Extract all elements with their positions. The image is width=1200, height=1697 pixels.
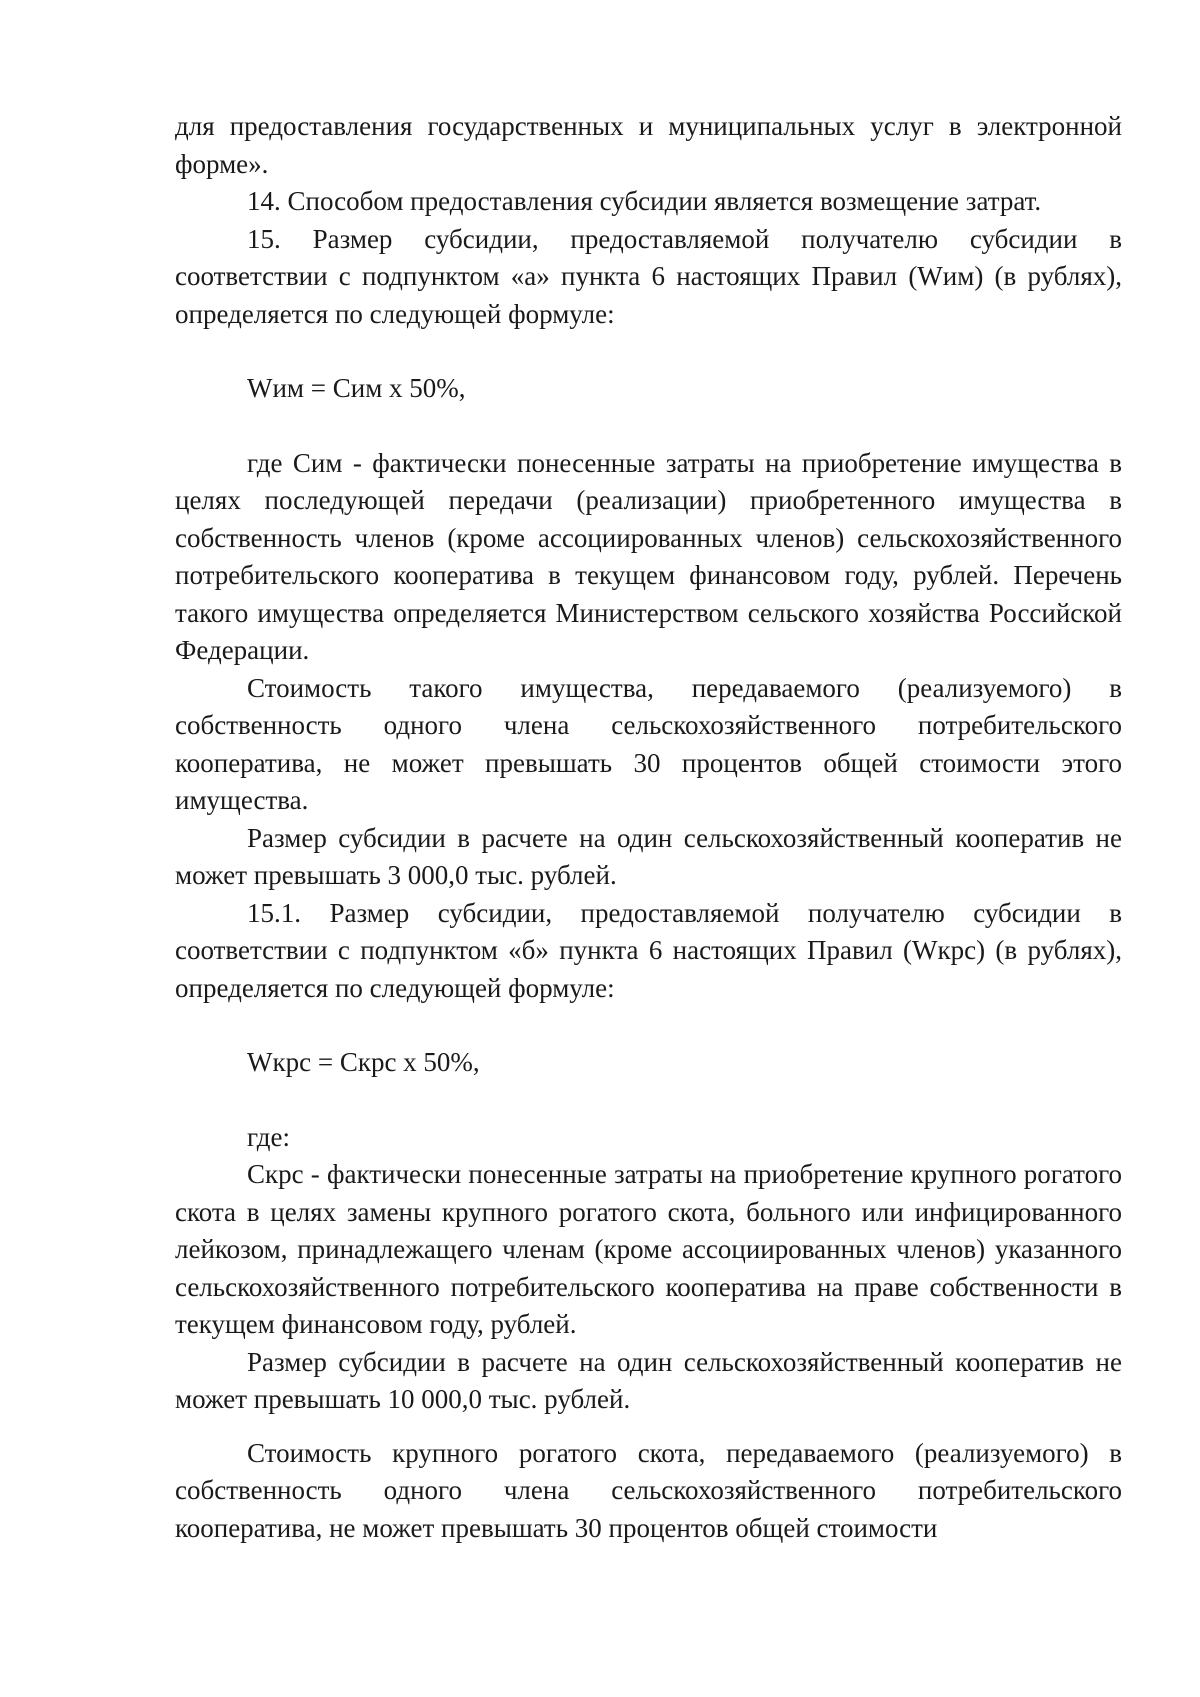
paragraph-continuation: для предоставления государственных и муниципальных услуг в электронной форме». bbox=[175, 111, 1122, 179]
paragraph-item-15: 15. Размер субсидии, предоставляемой получателю субсидии в соответствии с подпунктом «а» пункта 6 настоящих Правил (Wим) (в рублях), определяется по следующей формуле: bbox=[175, 223, 1122, 329]
paragraph-cattle-cost-limit: Стоимость крупного рогатого скота, передаваемого (реализуемого) в собственность одного члена сельскохозяйственного потребительского кооператива, не может превышать 30 процентов общей стоимости bbox=[175, 1437, 1122, 1543]
paragraph-where: где: bbox=[247, 1121, 290, 1152]
paragraph-subsidy-limit-10000: Размер субсидии в расчете на один сельскохозяйственный кооператив не может превышать 10 000,0 тыс. рублей. bbox=[175, 1346, 1122, 1414]
document-page bbox=[175, 108, 1122, 1547]
formula-wim: Wим = Сим х 50%, bbox=[247, 373, 466, 403]
paragraph-item-14: 14. Способом предоставления субсидии является возмещение затрат. bbox=[247, 186, 1042, 216]
paragraph-sim-definition: где Сим - фактически понесенные затраты на приобретение имущества в целях последующей передачи (реализации) приобретенного имущества в собственность членов (кроме ассоциированных членов) сельскохозяйственного потребительского кооператива в текущем финансовом году, рублей. Перечень такого имущества определяется Министерством сельского хозяйства Российской Федерации. bbox=[175, 447, 1122, 665]
paragraph-item-15-1: 15.1. Размер субсидии, предоставляемой получателю субсидии в соответствии с подпунктом «б» пункта 6 настоящих Правил (Wкрс) (в рублях), определяется по следующей формуле: bbox=[175, 897, 1122, 1003]
paragraph-property-cost-limit: Стоимость такого имущества, передаваемого (реализуемого) в собственность одного члена сельскохозяйственного потребительского кооператива, не может превышать 30 процентов общей стоимости этого имущества. bbox=[175, 672, 1122, 815]
paragraph-skrs-definition: Скрс - фактически понесенные затраты на приобретение крупного рогатого скота в целях замены крупного рогатого скота, больного или инфицированного лейкозом, принадлежащего членам (кроме ассоциированных членов) указанного сельскохозяйственного потребительского кооператива на праве собственности в текущем финансовом году, рублей. bbox=[175, 1159, 1122, 1339]
formula-wkrs: Wкрс = Скрс х 50%, bbox=[247, 1047, 480, 1077]
paragraph-subsidy-limit-3000: Размер субсидии в расчете на один сельскохозяйственный кооператив не может превышать 3 000,0 тыс. рублей. bbox=[175, 822, 1122, 890]
